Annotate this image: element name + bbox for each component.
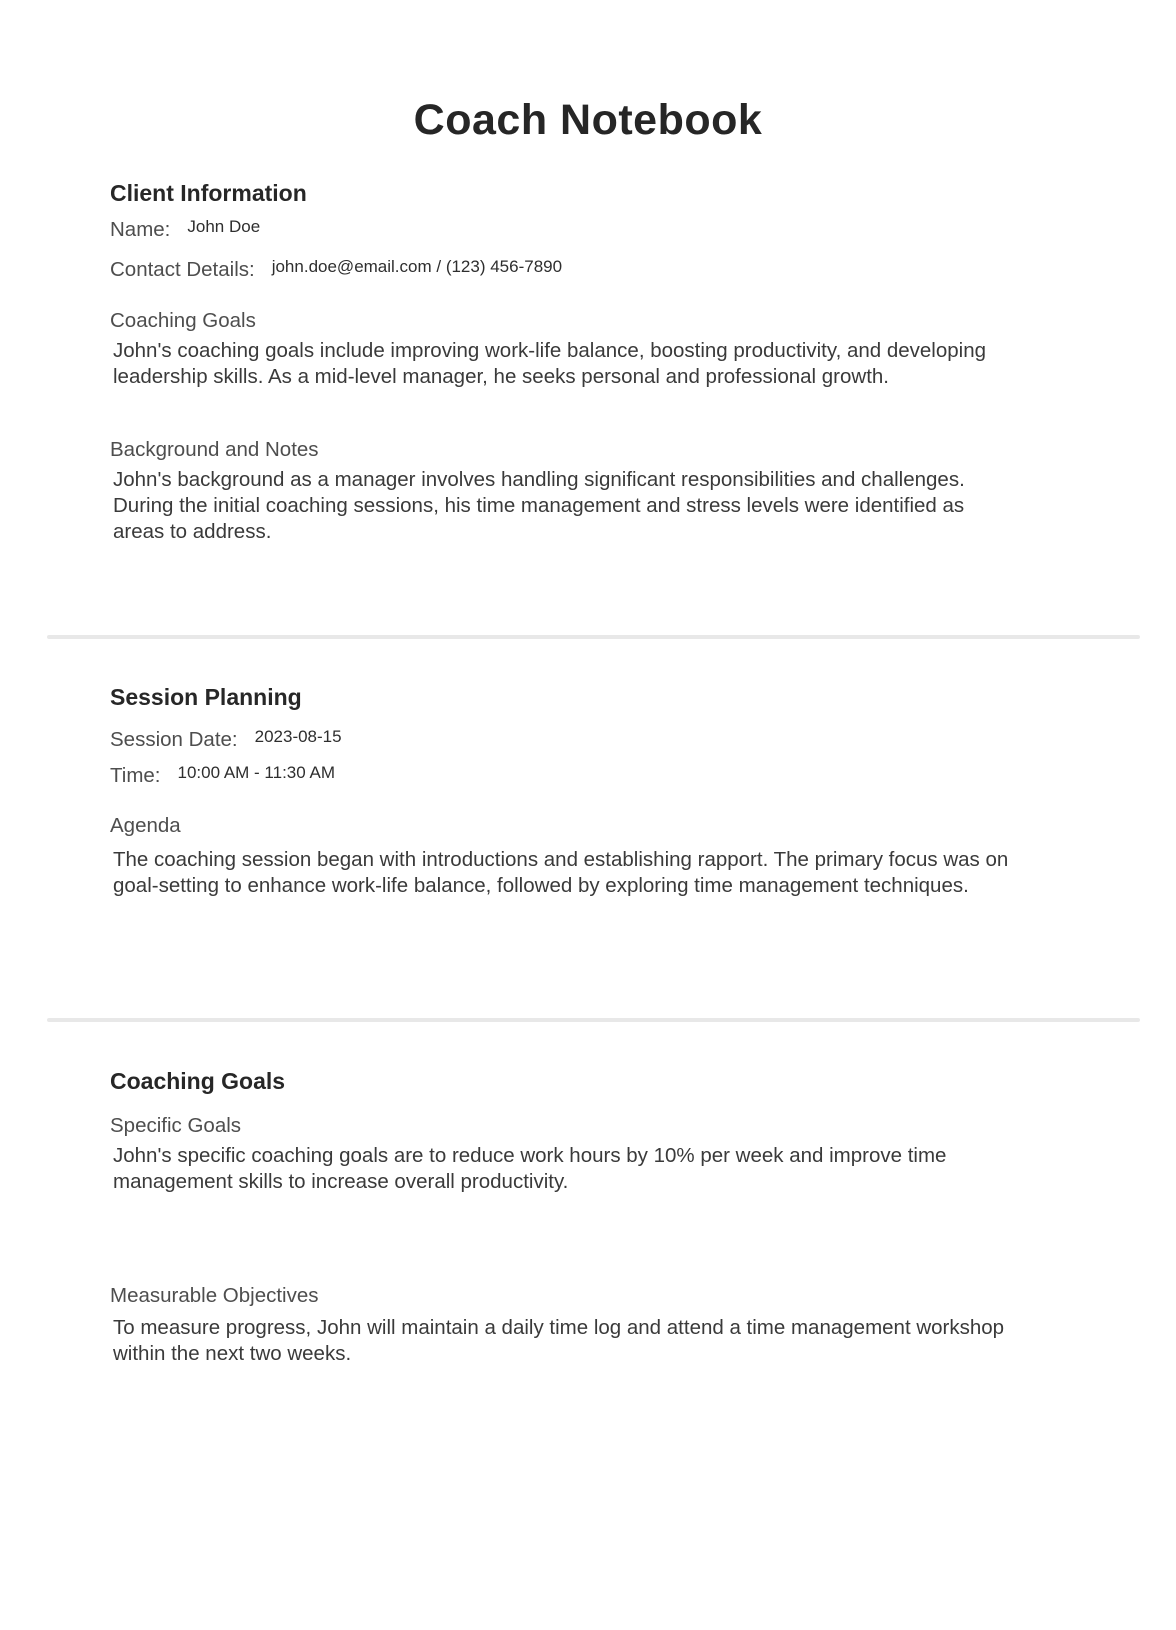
textarea-label-coaching-goals: Coaching Goals (110, 309, 256, 332)
field-label-time: Time: (110, 764, 161, 787)
field-row-time (110, 763, 335, 789)
field-value-time: 10:00 AM - 11:30 AM (177, 763, 335, 782)
textarea-text-background-and-notes: John's background as a manager involves handling significant responsibilities and challenges. During the initial coaching sessions, his time management and stress levels were identified as areas to address. (113, 468, 965, 543)
textarea-label-agenda: Agenda (110, 814, 181, 837)
textarea-label-background-and-notes: Background and Notes (110, 438, 319, 461)
section-divider (47, 1018, 1140, 1022)
section-heading-coaching-goals: Coaching Goals (110, 1068, 286, 1094)
textarea-text-measurable-objectives: To measure progress, John will maintain a daily time log and attend a time management workshop within the next two weeks. (113, 1316, 1005, 1365)
field-label-contact-details: Contact Details: (110, 258, 255, 281)
textarea-text-specific-goals: John's specific coaching goals are to reduce work hours by 10% per week and improve time management skills to increase overall productivity. (113, 1144, 947, 1193)
section-heading-session-planning: Session Planning (110, 684, 302, 710)
textarea-text-agenda: The coaching session began with introductions and establishing rapport. The primary focus was on goal-setting to enhance work-life balance, followed by exploring time management techniques. (113, 848, 1009, 897)
section-heading-client-information: Client Information (110, 180, 307, 206)
field-value-name: John Doe (187, 217, 261, 236)
field-value-contact-details: john.doe@email.com / (123) 456-7890 (271, 257, 563, 276)
field-label-session-date: Session Date: (110, 728, 238, 751)
textarea-text-coaching-goals: John's coaching goals include improving work-life balance, boosting productivity, and developing leadership skills. As a mid-level manager, he seeks personal and professional growth. (113, 339, 987, 388)
field-row-session-date (110, 727, 342, 753)
document-title: Coach Notebook (413, 96, 763, 144)
textarea-label-measurable-objectives: Measurable Objectives (110, 1284, 319, 1307)
field-value-session-date: 2023-08-15 (254, 727, 342, 746)
textarea-label-specific-goals: Specific Goals (110, 1114, 242, 1137)
field-row-name (110, 217, 260, 243)
field-row-contact-details (110, 257, 562, 283)
field-label-name: Name: (110, 218, 171, 241)
section-divider (47, 635, 1140, 639)
